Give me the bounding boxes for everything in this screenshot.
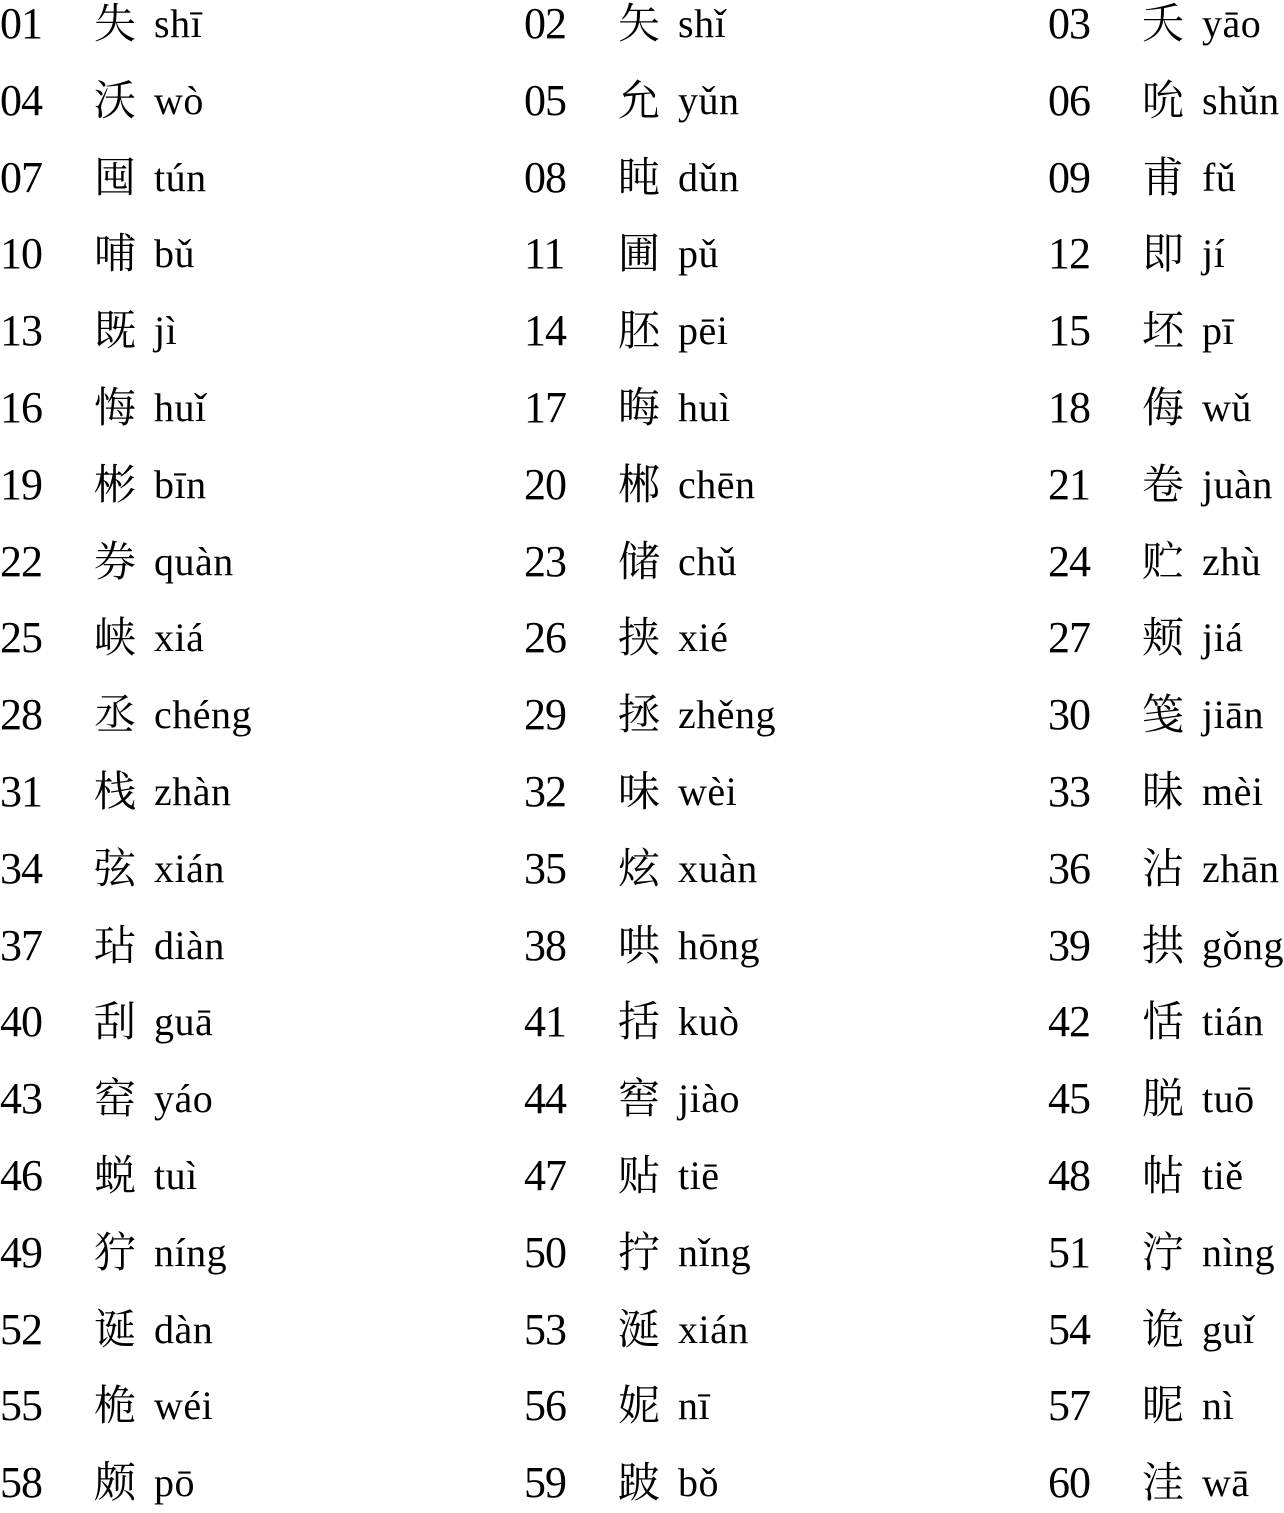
entry-character: 胚: [618, 306, 661, 356]
entry-number: 41: [524, 997, 566, 1047]
entry-character: 拧: [618, 1227, 661, 1277]
entry-pinyin: gǒng: [1202, 922, 1284, 968]
entry-pinyin: tuō: [1202, 1076, 1255, 1122]
entry-number: 57: [1048, 1381, 1090, 1431]
entry-number: 15: [1048, 306, 1090, 356]
entry-character: 狞: [94, 1227, 137, 1277]
entry-number: 29: [524, 690, 566, 740]
entry-number: 20: [524, 459, 566, 509]
entry-pinyin: tiě: [1202, 1153, 1244, 1198]
entry-number: 36: [1048, 843, 1090, 893]
entry-pinyin: zhàn: [154, 769, 232, 814]
entry-character: 窖: [618, 1074, 661, 1124]
entry-number: 52: [0, 1304, 42, 1354]
entry-pinyin: shī: [154, 1, 203, 46]
entry-character: 盹: [618, 152, 661, 202]
entry-pinyin: nì: [1202, 1383, 1235, 1429]
entry-number: 56: [524, 1381, 566, 1431]
entry-number: 05: [524, 75, 566, 125]
entry-pinyin: zhěng: [678, 692, 777, 738]
entry-number: 23: [524, 536, 566, 586]
entry-number: 04: [0, 75, 42, 125]
entry-character: 炫: [618, 843, 661, 893]
entry-number: 24: [1048, 536, 1090, 586]
entry-pinyin: pō: [154, 1460, 195, 1506]
entry-character: 甫: [1142, 152, 1185, 202]
entry-number: 14: [524, 306, 566, 356]
entry-character: 味: [618, 767, 661, 816]
entry-number: 50: [524, 1227, 566, 1277]
entry-character: 丞: [94, 690, 137, 740]
entry-character: 侮: [1142, 383, 1185, 432]
entry-character: 哺: [94, 229, 137, 279]
entry-character: 失: [94, 0, 137, 48]
entry-pinyin: xián: [154, 845, 225, 891]
entry-character: 矢: [618, 0, 661, 48]
entry-character: 妮: [618, 1381, 661, 1431]
entry-pinyin: zhān: [1202, 845, 1280, 891]
entry-pinyin: diàn: [154, 922, 225, 968]
entry-pinyin: xuàn: [678, 845, 758, 891]
entry-pinyin: pēi: [678, 308, 729, 354]
entry-character: 栈: [94, 767, 137, 816]
entry-character: 涎: [618, 1304, 661, 1354]
entry-number: 21: [1048, 459, 1090, 509]
entry-pinyin: chēn: [678, 461, 756, 507]
entry-number: 38: [524, 920, 566, 970]
entry-pinyin: nī: [678, 1383, 711, 1429]
entry-number: 02: [524, 0, 566, 48]
entry-pinyin: wǔ: [1202, 385, 1252, 430]
entry-character: 贮: [1142, 536, 1185, 586]
entry-pinyin: tiē: [678, 1153, 720, 1198]
entry-pinyin: tián: [1202, 999, 1264, 1045]
entry-character: 彬: [94, 459, 137, 509]
entry-character: 贴: [618, 1151, 661, 1200]
entry-character: 弦: [94, 843, 137, 893]
entry-pinyin: wā: [1202, 1460, 1250, 1506]
entry-character: 圃: [618, 229, 661, 279]
entry-pinyin: tuì: [154, 1153, 198, 1198]
entry-number: 48: [1048, 1151, 1090, 1200]
entry-character: 储: [618, 536, 661, 586]
entry-number: 11: [524, 229, 565, 279]
entry-character: 晦: [618, 383, 661, 432]
entry-pinyin: níng: [154, 1229, 228, 1275]
entry-number: 09: [1048, 152, 1090, 202]
entry-pinyin: wéi: [154, 1383, 214, 1429]
entry-number: 55: [0, 1381, 42, 1431]
entry-number: 27: [1048, 613, 1090, 663]
entry-pinyin: jì: [154, 308, 178, 354]
entry-pinyin: jí: [1202, 231, 1226, 277]
entry-pinyin: chǔ: [678, 538, 738, 584]
entry-number: 12: [1048, 229, 1090, 279]
entry-pinyin: quàn: [154, 538, 234, 584]
entry-number: 19: [0, 459, 42, 509]
entry-number: 46: [0, 1151, 42, 1200]
entry-pinyin: kuò: [678, 999, 740, 1045]
entry-number: 18: [1048, 383, 1090, 432]
entry-character: 跛: [618, 1458, 661, 1508]
entry-pinyin: yáo: [154, 1076, 214, 1122]
entry-number: 37: [0, 920, 42, 970]
entry-number: 43: [0, 1074, 42, 1124]
entry-number: 32: [524, 767, 566, 816]
entry-number: 01: [0, 0, 42, 48]
entry-number: 25: [0, 613, 42, 663]
entry-pinyin: huì: [678, 385, 731, 430]
entry-character: 峡: [94, 613, 137, 663]
entry-number: 40: [0, 997, 42, 1047]
entry-pinyin: zhù: [1202, 538, 1262, 584]
entry-character: 颊: [1142, 613, 1185, 663]
entry-character: 括: [618, 997, 661, 1047]
entry-number: 33: [1048, 767, 1090, 816]
entry-character: 允: [618, 75, 661, 125]
entry-pinyin: dǔn: [678, 154, 740, 200]
entry-number: 07: [0, 152, 42, 202]
entry-character: 脱: [1142, 1074, 1185, 1124]
entry-character: 桅: [94, 1381, 137, 1431]
entry-pinyin: jiān: [1202, 692, 1264, 738]
entry-character: 蜕: [94, 1151, 137, 1200]
entry-pinyin: pī: [1202, 308, 1235, 354]
entry-number: 13: [0, 306, 42, 356]
entry-pinyin: chéng: [154, 692, 253, 738]
entry-pinyin: tún: [154, 154, 207, 200]
entry-number: 42: [1048, 997, 1090, 1047]
entry-number: 35: [524, 843, 566, 893]
entry-pinyin: yǔn: [678, 77, 740, 123]
entry-number: 47: [524, 1151, 566, 1200]
entry-pinyin: nìng: [1202, 1229, 1276, 1275]
entry-number: 16: [0, 383, 42, 432]
entry-number: 17: [524, 383, 566, 432]
entry-pinyin: wèi: [678, 769, 738, 814]
entry-number: 44: [524, 1074, 566, 1124]
entry-character: 即: [1142, 229, 1185, 279]
entry-number: 51: [1048, 1227, 1090, 1277]
entry-character: 卷: [1142, 459, 1185, 509]
entry-number: 10: [0, 229, 42, 279]
entry-character: 帖: [1142, 1151, 1185, 1200]
entry-number: 28: [0, 690, 42, 740]
entry-number: 26: [524, 613, 566, 663]
entry-number: 60: [1048, 1458, 1090, 1508]
entry-pinyin: shǔn: [1202, 77, 1280, 123]
entry-number: 54: [1048, 1304, 1090, 1354]
entry-pinyin: huǐ: [154, 385, 207, 430]
entry-pinyin: shǐ: [678, 1, 727, 46]
entry-character: 坯: [1142, 306, 1185, 356]
entry-number: 03: [1048, 0, 1090, 48]
entry-character: 券: [94, 536, 137, 586]
entry-character: 刮: [94, 997, 137, 1047]
entry-pinyin: yāo: [1202, 1, 1262, 46]
entry-number: 45: [1048, 1074, 1090, 1124]
entry-number: 06: [1048, 75, 1090, 125]
entry-pinyin: xián: [678, 1306, 749, 1352]
entry-character: 昧: [1142, 767, 1185, 816]
entry-pinyin: jiào: [678, 1076, 740, 1122]
entry-pinyin: xié: [678, 615, 729, 661]
entry-pinyin: bīn: [154, 461, 207, 507]
entry-character: 沃: [94, 75, 137, 125]
entry-character: 拱: [1142, 920, 1185, 970]
entry-character: 诡: [1142, 1304, 1185, 1354]
entry-character: 郴: [618, 459, 661, 509]
entry-character: 夭: [1142, 0, 1185, 48]
entry-number: 34: [0, 843, 42, 893]
entry-number: 08: [524, 152, 566, 202]
entry-character: 既: [94, 306, 137, 356]
entry-character: 笺: [1142, 690, 1185, 740]
entry-pinyin: jiá: [1202, 615, 1244, 661]
entry-character: 洼: [1142, 1458, 1185, 1508]
entry-number: 30: [1048, 690, 1090, 740]
entry-number: 31: [0, 767, 42, 816]
entry-pinyin: guǐ: [1202, 1306, 1255, 1352]
entry-pinyin: bǔ: [154, 231, 195, 277]
entry-pinyin: wò: [154, 77, 204, 123]
entry-number: 39: [1048, 920, 1090, 970]
entry-number: 49: [0, 1227, 42, 1277]
entry-pinyin: fǔ: [1202, 154, 1237, 200]
entry-character: 泞: [1142, 1227, 1185, 1277]
entry-pinyin: bǒ: [678, 1460, 719, 1506]
entry-character: 囤: [94, 152, 137, 202]
entry-pinyin: hōng: [678, 922, 760, 968]
entry-character: 窑: [94, 1074, 137, 1124]
entry-character: 吮: [1142, 75, 1185, 125]
entry-pinyin: dàn: [154, 1306, 214, 1352]
entry-character: 颇: [94, 1458, 137, 1508]
entry-character: 挟: [618, 613, 661, 663]
entry-character: 诞: [94, 1304, 137, 1354]
entry-pinyin: mèi: [1202, 769, 1264, 814]
entry-pinyin: pǔ: [678, 231, 719, 277]
entry-character: 恬: [1142, 997, 1185, 1047]
entry-pinyin: nǐng: [678, 1229, 752, 1275]
entry-number: 58: [0, 1458, 42, 1508]
entry-character: 悔: [94, 383, 137, 432]
entry-number: 59: [524, 1458, 566, 1508]
entry-pinyin: guā: [154, 999, 214, 1045]
entry-character: 哄: [618, 920, 661, 970]
entry-pinyin: juàn: [1202, 461, 1273, 507]
entry-pinyin: xiá: [154, 615, 205, 661]
entry-number: 53: [524, 1304, 566, 1354]
entry-character: 拯: [618, 690, 661, 740]
entry-number: 22: [0, 536, 42, 586]
entry-character: 沾: [1142, 843, 1185, 893]
entry-character: 玷: [94, 920, 137, 970]
entry-character: 昵: [1142, 1381, 1185, 1431]
